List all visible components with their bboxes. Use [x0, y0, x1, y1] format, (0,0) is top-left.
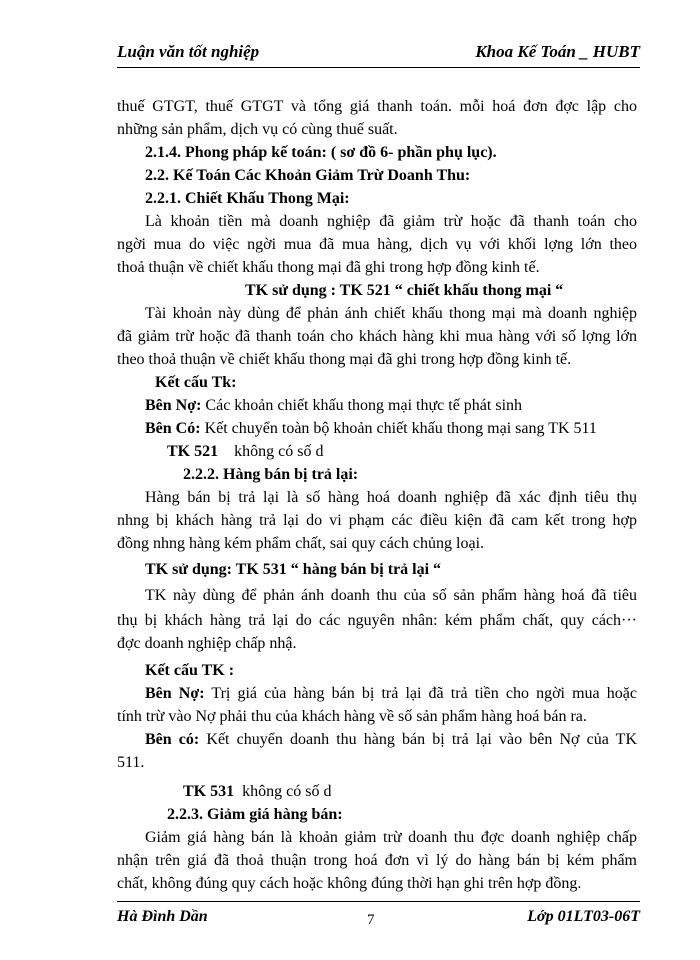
paragraph-line: những sản phẩm, dịch vụ có cùng thuế suất. [117, 121, 398, 138]
account-title-tk531: TK sử dụng: TK 531 “ hàng bán bị trả lại “ [145, 561, 442, 578]
paragraph-line: đợc doanh nghiệp chấp nhậ. [117, 635, 297, 652]
paragraph-line: thụ bị khách hàng trả lại do các nguyên nhân: kém phẩm chất, quy cách··· [117, 612, 637, 629]
paragraph-line: 511. [117, 754, 145, 771]
paragraph-line: Giảm giá hàng bán là khoản giảm trừ doanh thu đợc doanh nghiệp chấp [145, 829, 637, 846]
debit-entry [145, 684, 637, 704]
account-code: TK 521 [167, 443, 219, 460]
credit-label: Bên Có: [145, 420, 201, 437]
paragraph-line: thuế GTGT, thuế GTGT và tổng giá thanh toán. mỗi hoá đơn đợc lập cho [117, 98, 637, 115]
structure-heading: Kết cấu Tk: [155, 374, 237, 391]
paragraph-line: đồng nhng hàng kém phẩm chất, sai quy cách chủng loại. [117, 535, 485, 552]
page-number: 7 [367, 912, 375, 928]
paragraph-line: theo thoả thuận về chiết khấu thong mại đã ghi trong hợp đồng kinh tế. [117, 351, 572, 368]
credit-entry [145, 419, 665, 439]
page-header [117, 40, 640, 66]
debit-entry [145, 396, 665, 416]
credit-entry [145, 730, 637, 750]
paragraph-line: chất, không đúng quy cách hoặc không đúng thời hạn ghi trên hợp đồng. [117, 875, 582, 892]
paragraph-line: TK này dùng để phản ánh doanh thu của số sản phẩm hàng hoá đã tiêu [145, 587, 637, 604]
debit-text: Trị giá của hàng bán bị trả lại đã trả tiền cho ngời mua hoặc [211, 685, 637, 702]
section-heading-2-1-4: 2.1.4. Phong pháp kế toán: ( sơ đồ 6- phần phụ lục). [145, 144, 497, 161]
debit-label: Bên Nợ: [145, 397, 202, 414]
paragraph-line: thoả thuận về chiết khấu thong mại đã ghi trong hợp đồng kinh tế. [117, 259, 540, 276]
credit-text: Kết chuyển doanh thu hàng bán bị trả lại vào bên Nợ của TK [206, 731, 638, 748]
account-title-tk521: TK sử dụng : TK 521 “ chiết khấu thong mại “ [245, 282, 564, 299]
paragraph-line: đã giảm trừ hoặc đã thanh toán cho khách hàng khi mua hàng với số lợng lớn [117, 328, 637, 345]
section-heading-2-2-1: 2.2.1. Chiết Khấu Thong Mại: [145, 190, 350, 207]
paragraph-line: Hàng bán bị trả lại là số hàng hoá doanh nghiệp đã xác định tiêu thụ [145, 489, 637, 506]
balance-text: không có số d [242, 783, 332, 800]
balance-text: không có số d [234, 443, 324, 460]
footer-class: Lớp 01LT03-06T [527, 908, 640, 925]
balance-note [183, 782, 700, 802]
credit-text: Kết chuyển toàn bộ khoản chiết khấu thong mại sang TK 511 [204, 420, 597, 437]
footer-rule [117, 901, 640, 902]
page-footer [117, 904, 640, 930]
header-faculty: Khoa Kế Toán _ HUBT [475, 42, 640, 61]
structure-heading: Kết cấu TK : [145, 662, 235, 679]
paragraph-line: tính trừ vào Nợ phải thu của khách hàng về số sản phẩm hàng hoá bán ra. [117, 708, 587, 725]
paragraph-line: Tài khoản này dùng để phản ánh chiết khấu thong mại mà doanh nghiệp [145, 305, 637, 322]
header-rule [117, 67, 640, 68]
account-code: TK 531 [183, 783, 235, 800]
debit-label: Bên Nợ: [145, 685, 205, 702]
paragraph-line: nhng bị khách hàng trả lại do vi phạm các điều kiện đã cam kết trong hợp [117, 512, 637, 529]
footer-author: Hà Đình Dần [117, 908, 208, 925]
header-thesis-title: Luận văn tốt nghiệp [117, 42, 260, 61]
paragraph-line: nhận trên giá đã thoả thuận trong hoá đơn vì lý do hàng bán bị kém phẩm [117, 852, 637, 869]
credit-label: Bên có: [145, 731, 200, 748]
debit-text: Các khoản chiết khấu thong mại thực tế phát sinh [205, 397, 523, 414]
balance-note [167, 442, 687, 462]
section-heading-2-2-2: 2.2.2. Hàng bán bị trả lại: [183, 466, 359, 483]
section-heading-2-2: 2.2. Kế Toán Các Khoản Giảm Trừ Doanh Thu: [145, 167, 471, 184]
paragraph-line: ngời mua do việc ngời mua đã mua hàng, dịch vụ với khối lợng lớn theo [117, 236, 637, 253]
paragraph-line: Là khoản tiền mà doanh nghiệp đã giảm trừ hoặc đã thanh toán cho [145, 213, 637, 230]
section-heading-2-2-3: 2.2.3. Giảm giá hàng bán: [167, 806, 343, 823]
